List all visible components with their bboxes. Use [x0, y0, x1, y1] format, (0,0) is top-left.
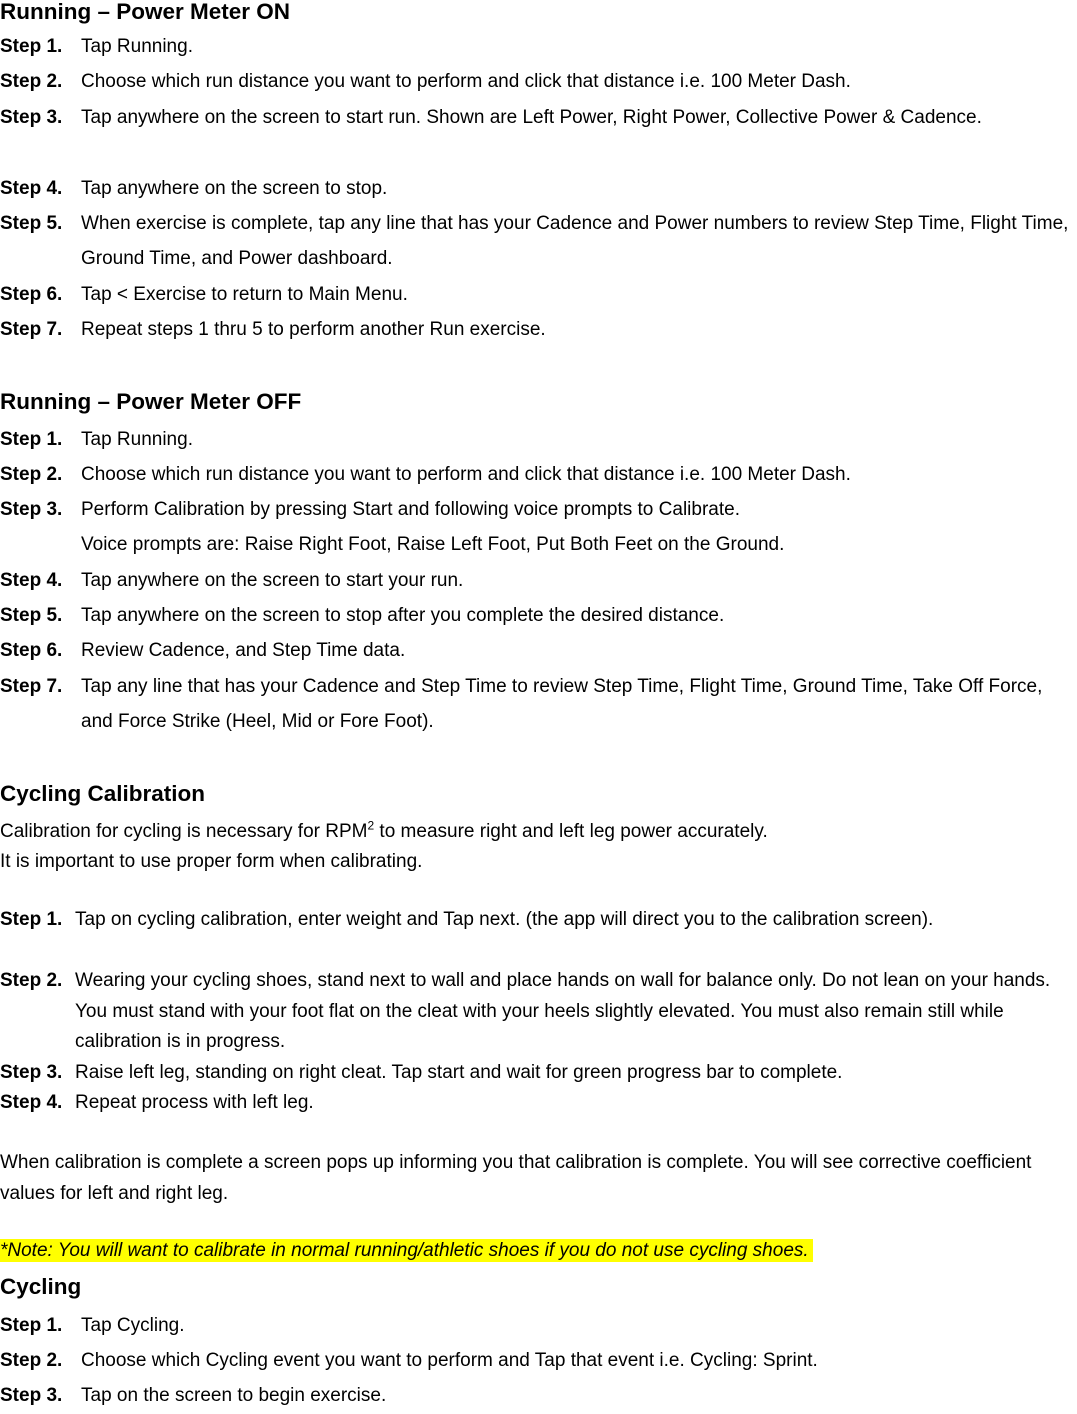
step-label: Step 1. — [0, 909, 63, 930]
step-label: Step 6. — [0, 640, 63, 661]
step-text: Tap < Exercise to return to Main Menu. — [81, 284, 408, 305]
step-label: Step 6. — [0, 284, 63, 305]
step-label: Step 2. — [0, 464, 63, 485]
step-text: Perform Calibration by pressing Start and following voice prompts to Calibrate. — [81, 499, 740, 520]
heading-cycling-calibration: Cycling Calibration — [0, 781, 206, 806]
step-text: Tap any line that has your Cadence and Step Time to review Step Time, Flight Time, Ground Time, Take Off Force, and Force Strike (Heel, Mid or Fore Foot). — [81, 676, 1043, 732]
step-text: Raise left leg, standing on right cleat. Tap start and wait for green progress bar to complete. — [75, 1062, 843, 1083]
step-label: Step 7. — [0, 319, 63, 340]
step-label: Step 3. — [0, 107, 63, 128]
step-text: Tap on the screen to begin exercise. — [81, 1385, 387, 1406]
step-label: Step 1. — [0, 1315, 63, 1336]
step-label: Step 7. — [0, 676, 63, 697]
step-label: Step 4. — [0, 570, 63, 591]
highlighted-note — [0, 1236, 813, 1266]
step-text: Tap anywhere on the screen to stop after you complete the desired distance. — [81, 605, 725, 626]
step-label: Step 5. — [0, 605, 63, 626]
step-text: Voice prompts are: Raise Right Foot, Raise Left Foot, Put Both Feet on the Ground. — [81, 534, 785, 555]
step-text: Tap anywhere on the screen to stop. — [81, 178, 388, 199]
step-label: Step 3. — [0, 1385, 63, 1406]
heading-running-power-off: Running – Power Meter OFF — [0, 389, 302, 414]
heading-cycling: Cycling — [0, 1274, 82, 1299]
step-text: Choose which run distance you want to perform and click that distance i.e. 100 Meter Dash. — [81, 464, 851, 485]
step-label: Step 5. — [0, 213, 63, 234]
step-text: Tap anywhere on the screen to start your run. — [81, 570, 464, 591]
step-label: Step 1. — [0, 429, 63, 450]
step-text: Repeat process with left leg. — [75, 1092, 314, 1113]
step-text: Wearing your cycling shoes, stand next to wall and place hands on wall for balance only. Do not lean on your hands. You must stand with your foot flat on the cleat with your heels slightly elevated. You must also remain still while calibration is in progress. — [75, 970, 1051, 1052]
step-text: When exercise is complete, tap any line that has your Cadence and Power numbers to review Step Time, Flight Time, Ground Time, and Power dashboard. — [81, 213, 1069, 269]
step-text: Tap Running. — [81, 429, 193, 450]
step-text: Review Cadence, and Step Time data. — [81, 640, 406, 661]
step-text: Choose which Cycling event you want to perform and Tap that event i.e. Cycling: Sprint. — [81, 1350, 818, 1371]
intro-text: Calibration for cycling is necessary for RPM — [0, 821, 368, 842]
step-label: Step 3. — [0, 1062, 63, 1083]
heading-running-power-on: Running – Power Meter ON — [0, 0, 291, 24]
step-label: Step 1. — [0, 36, 63, 57]
note-text: *Note: You will want to calibrate in normal running/athletic shoes if you do not use cycling shoes. — [0, 1239, 813, 1262]
calibration-intro-line2: It is important to use proper form when calibrating. — [0, 851, 423, 872]
step-text: Tap anywhere on the screen to start run. Shown are Left Power, Right Power, Collective Power & Cadence. — [81, 107, 982, 128]
intro-text-continued: to measure right and left leg power accurately. — [374, 821, 768, 842]
step-label: Step 4. — [0, 178, 63, 199]
step-text: Tap Cycling. — [81, 1315, 185, 1336]
step-label: Step 4. — [0, 1092, 63, 1113]
step-label: Step 2. — [0, 1350, 63, 1371]
calibration-complete-paragraph: When calibration is complete a screen pops up informing you that calibration is complete. You will see corrective coefficient values for left and right leg. — [0, 1152, 1032, 1204]
step-text: Repeat steps 1 thru 5 to perform another Run exercise. — [81, 319, 546, 340]
step-label: Step 3. — [0, 499, 63, 520]
step-label: Step 2. — [0, 71, 63, 92]
step-text: Tap Running. — [81, 36, 193, 57]
step-label: Step 2. — [0, 970, 63, 991]
step-text: Choose which run distance you want to perform and click that distance i.e. 100 Meter Dash. — [81, 71, 851, 92]
step-text: Tap on cycling calibration, enter weight and Tap next. (the app will direct you to the calibration screen). — [75, 909, 934, 930]
footnote-marker: 2 — [367, 818, 375, 833]
calibration-intro — [0, 817, 1070, 848]
